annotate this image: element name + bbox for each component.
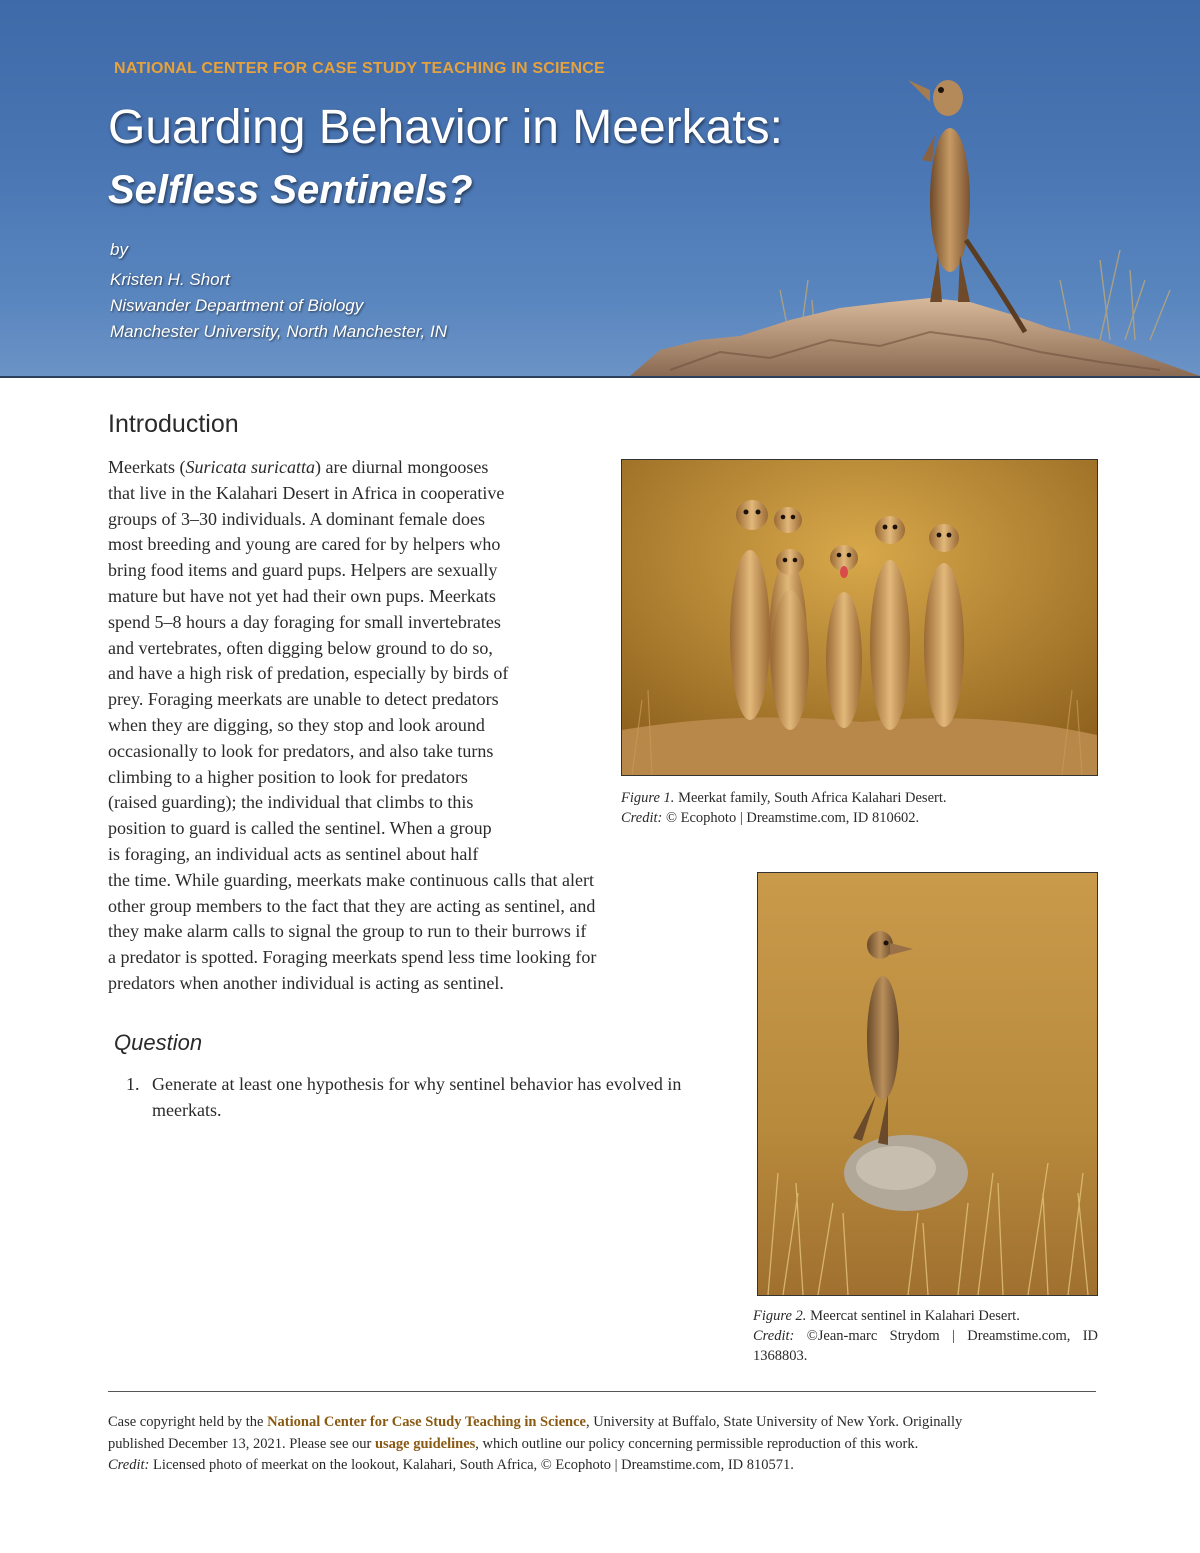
usage-guidelines-link[interactable]: usage guidelines	[374, 1435, 476, 1452]
introduction-paragraph	[108, 455, 676, 997]
section-heading-introduction: Introduction	[108, 410, 239, 438]
page-subtitle: Selfless Sentinels?	[108, 168, 473, 212]
paragraph-line: bring food items and guard pups. Helpers are sexually	[108, 560, 498, 581]
paragraph-line: and vertebrates, often digging below ground to do so,	[108, 637, 493, 658]
question-text: Generate at least one hypothesis for why sentinel behavior has evolved in meerkats.	[152, 1074, 682, 1120]
paragraph-line: prey. Foraging meerkats are unable to detect predators	[108, 689, 499, 710]
footer-copyright: Case copyright held by the National Center for Case Study Teaching in Science, University at Buffalo, State University of New York. Originally published December 13, 2021. Please see our usage guidelines, which outline our policy concerning permissible reproduction of this work. Credit: Licensed photo of meerkat on the lookout, Kalahari, South Africa, © Ecophoto | Dreamstime.com, ID 810571.	[108, 1414, 963, 1473]
species-name: Suricata suricatta	[185, 457, 315, 477]
page-title: Guarding Behavior in Meerkats:	[108, 101, 783, 154]
paragraph-line: and have a high risk of predation, especially by birds of	[108, 663, 509, 684]
figure-1-caption: Figure 1. Meerkat family, South Africa Kalahari Desert. Credit: © Ecophoto | Dreamstime.com, ID 810602.	[621, 790, 947, 826]
paragraph-line: predators when another individual is acting as sentinel.	[108, 972, 504, 993]
paragraph-line: mature but have not yet had their own pups. Meerkats	[108, 585, 496, 606]
footer-divider	[108, 1391, 1096, 1392]
author-department: Niswander Department of Biology	[110, 296, 364, 315]
byline: by	[110, 240, 128, 259]
paragraph-line: position to guard is called the sentinel. When a group	[108, 818, 492, 839]
paragraph-line: groups of 3–30 individuals. A dominant female does	[108, 508, 485, 529]
paragraph-line: most breeding and young are cared for by helpers who	[108, 534, 501, 555]
figure-2-meerkat-sentinel-photo	[757, 872, 1098, 1296]
paragraph-line: spend 5–8 hours a day foraging for small invertebrates	[108, 611, 501, 632]
paragraph-line: a predator is spotted. Foraging meerkats spend less time looking for	[108, 947, 597, 968]
organization-name: NATIONAL CENTER FOR CASE STUDY TEACHING IN SCIENCE	[114, 60, 605, 77]
author-institution: Manchester University, North Manchester, IN	[110, 322, 447, 341]
header-banner	[0, 0, 1200, 378]
paragraph-line: is foraging, an individual acts as sentinel about half	[108, 843, 479, 864]
meerkat-on-rock-photo	[630, 40, 1200, 376]
ncsts-link[interactable]: National Center for Case Study Teaching in Science	[267, 1414, 586, 1430]
section-heading-question: Question	[114, 1030, 203, 1055]
paragraph-line: occasionally to look for predators, and also take turns	[108, 740, 494, 761]
paragraph-line: that live in the Kalahari Desert in Africa in cooperative	[108, 482, 505, 503]
paragraph-line: other group members to the fact that they are acting as sentinel, and	[108, 895, 596, 916]
figure-1-meerkat-family-photo	[621, 459, 1098, 776]
paragraph-line: the time. While guarding, meerkats make continuous calls that alert	[108, 869, 595, 890]
paragraph-line: climbing to a higher position to look for predators	[108, 766, 468, 787]
paragraph-line: (raised guarding); the individual that climbs to this	[108, 792, 474, 813]
author-name: Kristen H. Short	[110, 270, 230, 289]
figure-2-caption: Figure 2. Meercat sentinel in Kalahari Desert. Credit: ©Jean-marc Strydom | Dreamstime.com, ID 1368803.	[753, 1308, 1099, 1364]
paragraph-line: Meerkats (Suricata suricatta) are diurnal mongooses	[108, 457, 489, 477]
paragraph-line: they make alarm calls to signal the group to run to their burrows if	[108, 921, 587, 942]
paragraph-line: when they are digging, so they stop and look around	[108, 714, 485, 735]
question-number: 1.	[126, 1074, 140, 1094]
